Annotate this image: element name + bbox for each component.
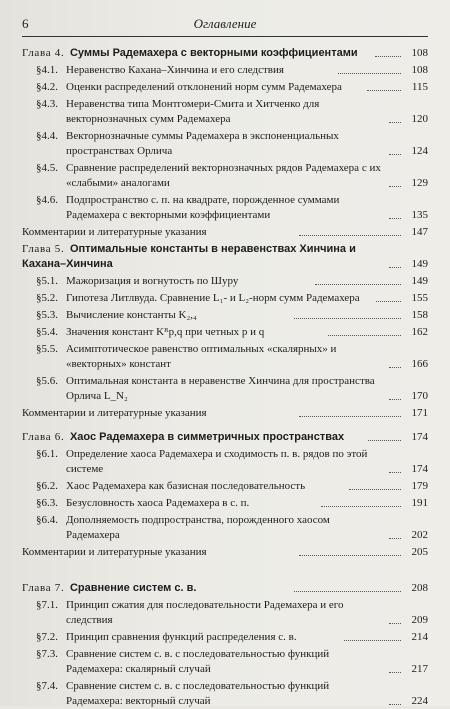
page-ref: 191 bbox=[411, 497, 428, 509]
page-ref: 214 bbox=[411, 631, 428, 643]
page-ref: 179 bbox=[411, 480, 428, 492]
dot-leader bbox=[389, 267, 401, 268]
dot-leader bbox=[349, 489, 401, 490]
chapter-title: Суммы Радемахера с векторными коэффициентами bbox=[69, 47, 358, 59]
section-title: Подпространство с. п. на квадрате, порожденное суммами Радемахера с векторными коэффициентами bbox=[66, 194, 340, 221]
chapter-title: Хаос Радемахера в симметричных пространствах bbox=[69, 431, 345, 443]
chapter-title: Оптимальные константы в неравенствах Хинчина и Кахана–Хинчина bbox=[22, 243, 356, 270]
section-number: §4.1. bbox=[36, 64, 58, 76]
section-entry[interactable] bbox=[22, 97, 428, 127]
comments-title: Комментарии и литературные указания bbox=[22, 546, 207, 558]
section-title: Хаос Радемахера как базисная последовательность bbox=[66, 480, 306, 492]
section-title: Принцип сжатия для последовательности Радемахера и его следствия bbox=[66, 599, 344, 626]
comments-title: Комментарии и литературные указания bbox=[22, 407, 207, 419]
page-ref: 162 bbox=[411, 326, 428, 338]
section-title: Неравенство Кахана–Хинчина и его следствия bbox=[66, 64, 284, 76]
chapter-7-block bbox=[22, 579, 428, 709]
dot-leader bbox=[299, 555, 401, 556]
section-number: §6.3. bbox=[36, 497, 58, 509]
chapter-5-block bbox=[22, 240, 428, 421]
section-number: §4.6. bbox=[36, 194, 58, 206]
section-number: §6.2. bbox=[36, 480, 58, 492]
comments-title: Комментарии и литературные указания bbox=[22, 226, 207, 238]
page-ref: 171 bbox=[411, 407, 428, 419]
chapter-entry[interactable] bbox=[22, 430, 428, 445]
chapter-label: Глава 4. bbox=[22, 47, 65, 59]
section-number: §5.2. bbox=[36, 292, 58, 304]
section-entry[interactable] bbox=[22, 274, 428, 289]
section-entry[interactable] bbox=[22, 513, 428, 543]
dot-leader bbox=[338, 73, 401, 74]
page-ref: 135 bbox=[411, 209, 428, 221]
page-ref: 174 bbox=[411, 463, 428, 475]
section-entry[interactable] bbox=[22, 679, 428, 709]
section-title: Сравнение систем с. в. с последовательностью функций Радемахера: векторный случай bbox=[66, 680, 330, 707]
section-title: Гипотеза Литлвуда. Сравнение L₁- и L₂-норм сумм Радемахера bbox=[66, 292, 360, 304]
section-title: Вычисление константы K₂,₄ bbox=[66, 309, 197, 321]
section-number: §5.5. bbox=[36, 343, 58, 355]
dot-leader bbox=[299, 416, 401, 417]
section-entry[interactable] bbox=[22, 598, 428, 628]
section-number: §6.1. bbox=[36, 448, 58, 460]
comments-entry[interactable] bbox=[22, 225, 428, 240]
dot-leader bbox=[389, 367, 401, 368]
section-number: §4.4. bbox=[36, 130, 58, 142]
section-entry[interactable] bbox=[22, 479, 428, 494]
page-ref: 147 bbox=[411, 226, 428, 238]
dot-leader bbox=[389, 704, 401, 705]
comments-entry[interactable] bbox=[22, 545, 428, 560]
page-ref: 120 bbox=[411, 113, 428, 125]
page-title: Оглавление bbox=[193, 16, 257, 31]
dot-leader bbox=[344, 640, 401, 641]
section-number: §7.4. bbox=[36, 680, 58, 692]
section-number: §4.3. bbox=[36, 98, 58, 110]
section-title: Сравнение распределений векторнозначных рядов Радемахера с их «слабыми» аналогами bbox=[66, 162, 381, 189]
chapter-entry[interactable] bbox=[22, 46, 428, 61]
page-ref: 202 bbox=[411, 529, 428, 541]
section-title: Сравнение систем с. в. с последовательностью функций Радемахера: скалярный случай bbox=[66, 648, 330, 675]
section-title: Определение хаоса Радемахера и сходимость п. в. рядов по этой системе bbox=[66, 448, 368, 475]
dot-leader bbox=[367, 90, 401, 91]
section-title: Векторнозначные суммы Радемахера в экспоненциальных пространствах Орлича bbox=[66, 130, 339, 157]
page-ref: 209 bbox=[411, 614, 428, 626]
section-title: Безусловность хаоса Радемахера в с. п. bbox=[66, 497, 250, 509]
dot-leader bbox=[389, 672, 401, 673]
chapter-4-block bbox=[22, 44, 428, 240]
page-ref: 149 bbox=[411, 275, 429, 287]
page-number: 6 bbox=[22, 16, 29, 31]
section-entry[interactable] bbox=[22, 129, 428, 159]
page-ref: 158 bbox=[411, 309, 429, 321]
dot-leader bbox=[321, 506, 401, 507]
dot-leader bbox=[294, 591, 401, 592]
dot-leader bbox=[368, 440, 401, 441]
section-entry[interactable] bbox=[22, 63, 428, 78]
section-entry[interactable] bbox=[22, 647, 428, 677]
section-title: Оценки распределений отклонений норм сумм Радемахера bbox=[66, 81, 342, 93]
dot-leader bbox=[328, 335, 401, 336]
section-number: §5.4. bbox=[36, 326, 58, 338]
section-entry[interactable] bbox=[22, 161, 428, 191]
section-entry[interactable] bbox=[22, 325, 428, 340]
page-ref: 174 bbox=[411, 431, 428, 443]
page-ref: 224 bbox=[411, 695, 428, 707]
section-entry[interactable] bbox=[22, 291, 428, 306]
dot-leader bbox=[389, 218, 401, 219]
dot-leader bbox=[299, 235, 401, 236]
comments-entry[interactable] bbox=[22, 406, 428, 421]
section-number: §4.2. bbox=[36, 81, 58, 93]
header-rule bbox=[22, 36, 428, 37]
dot-leader bbox=[315, 284, 401, 285]
section-title: Мажоризация и вогнутость по Шуру bbox=[66, 275, 239, 287]
chapter-entry[interactable] bbox=[22, 242, 428, 272]
dot-leader bbox=[389, 538, 401, 539]
section-entry[interactable] bbox=[22, 80, 428, 95]
chapter-title: Сравнение систем с. в. bbox=[69, 582, 197, 594]
section-entry[interactable] bbox=[22, 630, 428, 645]
dot-leader bbox=[389, 399, 401, 400]
section-title: Дополняемость подпространства, порожденного хаосом Радемахера bbox=[66, 514, 330, 541]
section-number: §7.3. bbox=[36, 648, 58, 660]
section-number: §5.3. bbox=[36, 309, 58, 321]
section-entry[interactable] bbox=[22, 496, 428, 511]
section-number: §6.4. bbox=[36, 514, 58, 526]
section-entry[interactable] bbox=[22, 308, 428, 323]
chapter-label: Глава 6. bbox=[22, 431, 65, 443]
page-ref: 108 bbox=[411, 64, 429, 76]
dot-leader bbox=[389, 623, 401, 624]
section-number: §5.6. bbox=[36, 375, 58, 387]
section-entry[interactable] bbox=[22, 374, 428, 404]
section-entry[interactable] bbox=[22, 447, 428, 477]
page-ref: 149 bbox=[411, 258, 428, 270]
chapter-6-block bbox=[22, 428, 428, 560]
page-ref: 108 bbox=[411, 47, 429, 59]
dot-leader bbox=[389, 186, 401, 187]
section-title: Оптимальная константа в неравенстве Хинчина для пространства Орлича L_N₂ bbox=[66, 375, 375, 402]
dot-leader bbox=[375, 56, 401, 57]
dot-leader bbox=[389, 472, 401, 473]
section-number: §7.2. bbox=[36, 631, 58, 643]
page-ref: 115 bbox=[411, 81, 428, 93]
dot-leader bbox=[294, 318, 401, 319]
section-entry[interactable] bbox=[22, 342, 428, 372]
page-ref: 170 bbox=[411, 390, 428, 402]
page-ref: 217 bbox=[411, 663, 428, 675]
page-ref: 155 bbox=[411, 292, 428, 304]
dot-leader bbox=[389, 122, 401, 123]
chapter-entry[interactable] bbox=[22, 581, 428, 596]
section-number: §7.1. bbox=[36, 599, 58, 611]
running-head bbox=[22, 14, 428, 36]
page-ref: 124 bbox=[411, 145, 428, 157]
section-title: Принцип сравнения функций распределения с. в. bbox=[66, 631, 297, 643]
section-title: Неравенства типа Монтгомери-Смита и Хитченко для векторнозначных сумм Радемахера bbox=[66, 98, 320, 125]
chapter-label: Глава 7. bbox=[22, 582, 65, 594]
section-entry[interactable] bbox=[22, 193, 428, 223]
chapter-label: Глава 5. bbox=[22, 243, 65, 255]
section-title: Асимптотическое равенство оптимальных «скалярных» и «векторных» констант bbox=[66, 343, 337, 370]
section-number: §4.5. bbox=[36, 162, 58, 174]
page-ref: 208 bbox=[411, 582, 429, 594]
page-ref: 166 bbox=[411, 358, 428, 370]
page-ref: 205 bbox=[411, 546, 428, 558]
dot-leader bbox=[376, 301, 401, 302]
section-number: §5.1. bbox=[36, 275, 58, 287]
dot-leader bbox=[389, 154, 401, 155]
section-title: Значения констант Kᴿp,q при четных p и q bbox=[66, 326, 265, 338]
page-ref: 129 bbox=[411, 177, 428, 189]
